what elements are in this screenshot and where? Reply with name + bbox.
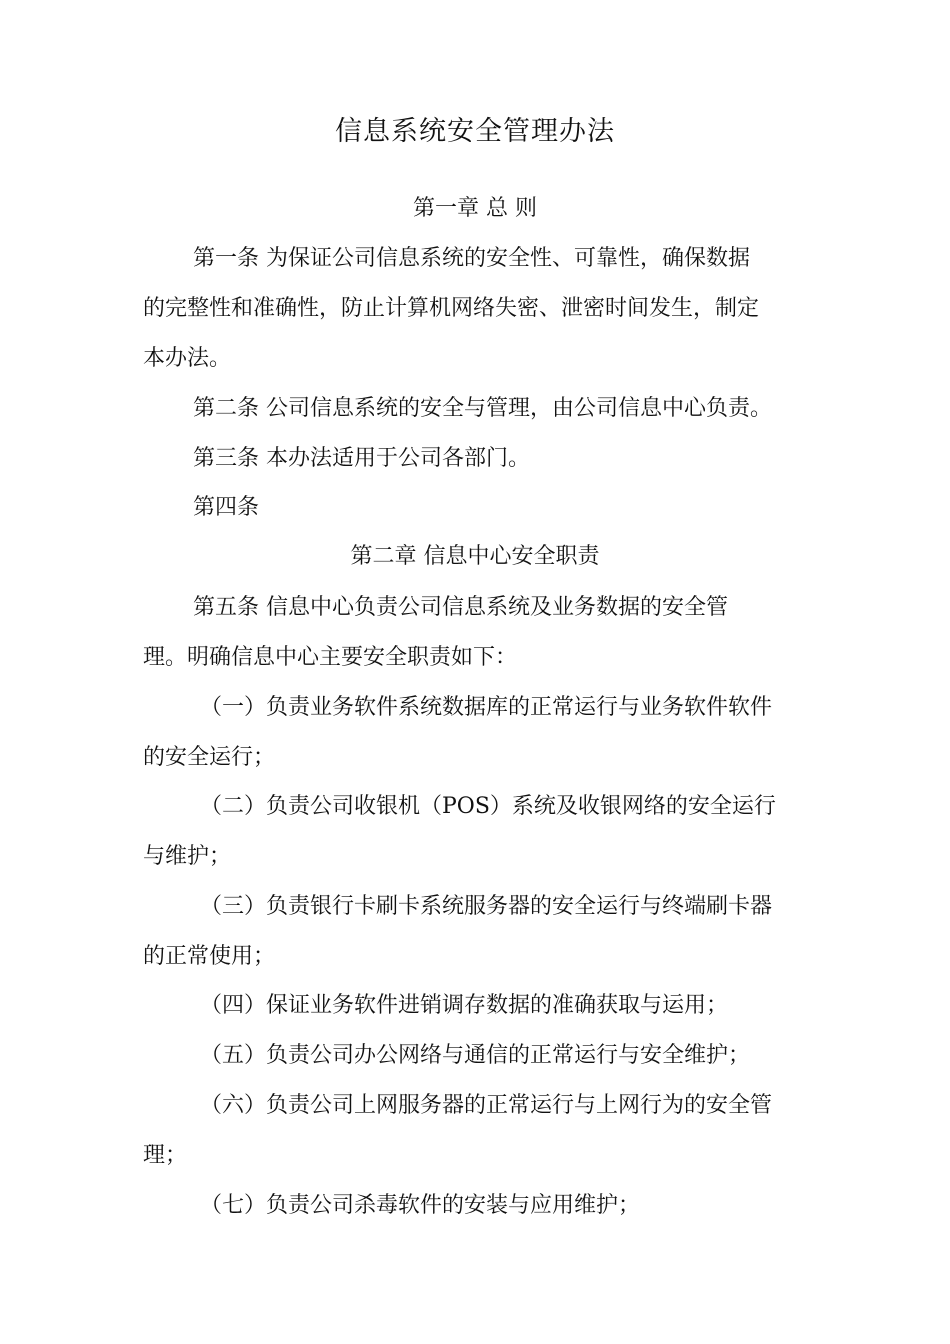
article-1-line-3: 本办法。 xyxy=(143,346,232,371)
item-2-line-2: 与维护； xyxy=(143,844,232,869)
item-1-line-1: （一）负责业务软件系统数据库的正常运行与业务软件软件 xyxy=(200,695,773,720)
article-2: 第二条 公司信息系统的安全与管理，由公司信息中心负责。 xyxy=(193,396,772,421)
item-3-line-1: （三）负责银行卡刷卡系统服务器的安全运行与终端刷卡器 xyxy=(200,894,773,919)
document-title: 信息系统安全管理办法 xyxy=(335,116,615,147)
item-4: （四）保证业务软件进销调存数据的准确获取与运用； xyxy=(200,993,729,1018)
item-2-line-1: （二）负责公司收银机（POS）系统及收银网络的安全运行 xyxy=(200,794,776,819)
article-1-line-2: 的完整性和准确性，防止计算机网络失密、泄密时间发生，制定 xyxy=(143,296,760,321)
item-3-line-2: 的正常使用； xyxy=(143,944,276,969)
item-7: （七）负责公司杀毒软件的安装与应用维护； xyxy=(200,1193,641,1218)
article-5-line-2: 理。明确信息中心主要安全职责如下： xyxy=(143,645,518,670)
item-6-line-2: 理； xyxy=(143,1143,188,1168)
item-1-line-2: 的安全运行； xyxy=(143,745,276,770)
item-5: （五）负责公司办公网络与通信的正常运行与安全维护； xyxy=(200,1043,751,1068)
article-1-line-1: 第一条 为保证公司信息系统的安全性、可靠性，确保数据 xyxy=(193,246,750,271)
article-4: 第四条 xyxy=(193,495,260,520)
item-6-line-1: （六）负责公司上网服务器的正常运行与上网行为的安全管 xyxy=(200,1093,773,1118)
article-3: 第三条 本办法适用于公司各部门。 xyxy=(193,446,530,471)
chapter-1-heading: 第一章 总 则 xyxy=(413,196,537,221)
chapter-2-heading: 第二章 信息中心安全职责 xyxy=(350,544,600,569)
article-5-line-1: 第五条 信息中心负责公司信息系统及业务数据的安全管 xyxy=(193,595,728,620)
